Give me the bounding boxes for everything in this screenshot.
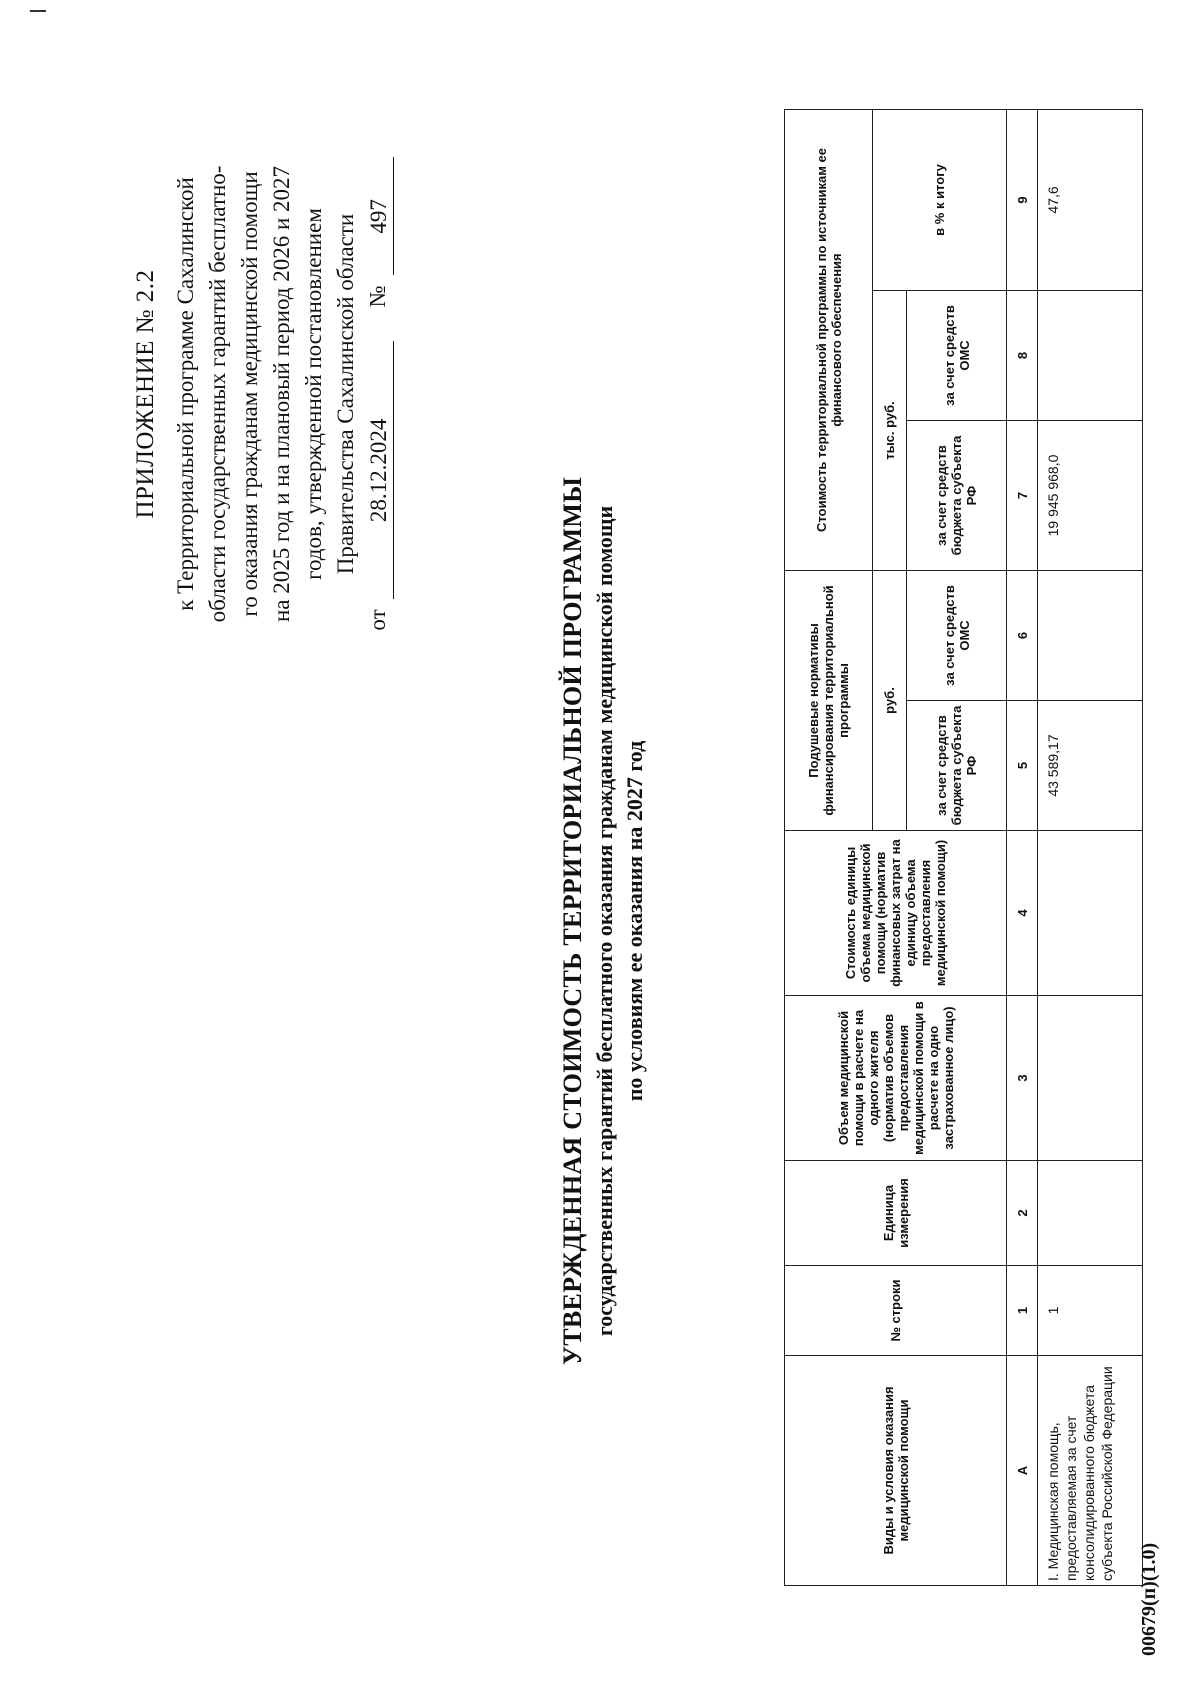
header-cost-unit: тыс. руб.: [873, 291, 907, 571]
appendix-title: ПРИЛОЖЕНИЕ № 2.2: [132, 269, 159, 519]
column-number: 1: [1007, 1266, 1038, 1356]
column-number-row: [1007, 109, 1038, 1585]
document-subtitle-2: по условиям ее оказания на 2027 год: [622, 740, 647, 1102]
header-per-capita-budget: за счет средств бюджета субъекта РФ: [907, 701, 1007, 831]
column-number: 4: [1007, 831, 1038, 996]
column-number: А: [1007, 1356, 1038, 1586]
cell-percent: 47,6: [1038, 109, 1143, 290]
cell-cost-oms: [1038, 291, 1143, 421]
scan-mark: [30, 10, 46, 12]
appendix-line: го оказания гражданам медицинской помощи: [237, 171, 262, 617]
column-number: 2: [1007, 1161, 1038, 1266]
number-label: №: [365, 285, 390, 308]
column-number: 6: [1007, 571, 1038, 701]
header-unit: Единица измерения: [785, 1161, 1007, 1266]
appendix-block: [130, 134, 394, 654]
appendix-signature-line: [362, 134, 394, 654]
header-unit-cost: Стоимость единицы объема медицинской помощи (норматив финансовых затрат на единицу объема предоставления медицинской помощи): [785, 831, 1007, 996]
header-per-capita: Подушевые нормативы финансирования территориальной программы: [785, 571, 873, 831]
header-cost-oms: за счет средств ОМС: [907, 291, 1007, 421]
document-heading: [556, 256, 650, 1586]
document-title: УТВЕРЖДЕННАЯ СТОИМОСТЬ ТЕРРИТОРИАЛЬНОЙ ПРОГРАММЫ: [558, 476, 587, 1366]
document-subtitle-1: государственных гарантий бесплатного оказания гражданам медицинской помощи: [592, 505, 617, 1337]
header-row: [785, 109, 873, 1585]
table-row: [1038, 109, 1143, 1585]
cell-unit-cost: [1038, 831, 1143, 996]
cell-per-capita-oms: [1038, 571, 1143, 701]
cell-kind: I. Медицинская помощь, предоставляемая за счет консолидированного бюджета субъекта Российской Федерации: [1038, 1356, 1143, 1586]
cell-per-capita-budget: 43 589,17: [1038, 701, 1143, 831]
column-number: 5: [1007, 701, 1038, 831]
appendix-line: к Территориальной программе Сахалинской: [173, 177, 198, 611]
cell-unit: [1038, 1161, 1143, 1266]
column-number: 8: [1007, 291, 1038, 421]
column-number: 9: [1007, 109, 1038, 290]
cell-cost-budget: 19 945 968,0: [1038, 421, 1143, 571]
header-per-capita-unit: руб.: [873, 571, 907, 831]
header-cost-budget: за счет средств бюджета субъекта РФ: [907, 421, 1007, 571]
column-number: 7: [1007, 421, 1038, 571]
header-per-capita-oms: за счет средств ОМС: [907, 571, 1007, 701]
resolution-date: 28.12.2024: [365, 341, 394, 599]
appendix-line: области государственных гарантий бесплатно-: [205, 165, 230, 623]
header-row-no: № строки: [785, 1266, 1007, 1356]
column-number: 3: [1007, 996, 1038, 1161]
appendix-line: Правительства Сахалинской области: [333, 213, 358, 575]
appendix-text: [170, 134, 362, 654]
from-label: от: [365, 609, 390, 631]
header-volume: Объем медицинской помощи в расчете на одного жителя (норматив объемов предоставления медицинской помощи в расчете на одно застрахованное лицо): [785, 996, 1007, 1161]
header-cost: Стоимость территориальной программы по источникам ее финансового обеспечения: [785, 109, 873, 570]
cost-table: [784, 109, 1143, 1586]
appendix-line: годов, утвержденной постановлением: [301, 208, 326, 580]
document-code: 00679(п)(1.0): [1138, 1542, 1160, 1656]
appendix-line: на 2025 год и на плановый период 2026 и 2027: [269, 165, 294, 623]
resolution-number: 497: [365, 157, 394, 275]
header-percent: в % к итогу: [873, 109, 1007, 290]
cell-volume: [1038, 996, 1143, 1161]
cell-row-no: 1: [1038, 1266, 1143, 1356]
header-kind: Виды и условия оказания медицинской помощи: [785, 1356, 1007, 1586]
